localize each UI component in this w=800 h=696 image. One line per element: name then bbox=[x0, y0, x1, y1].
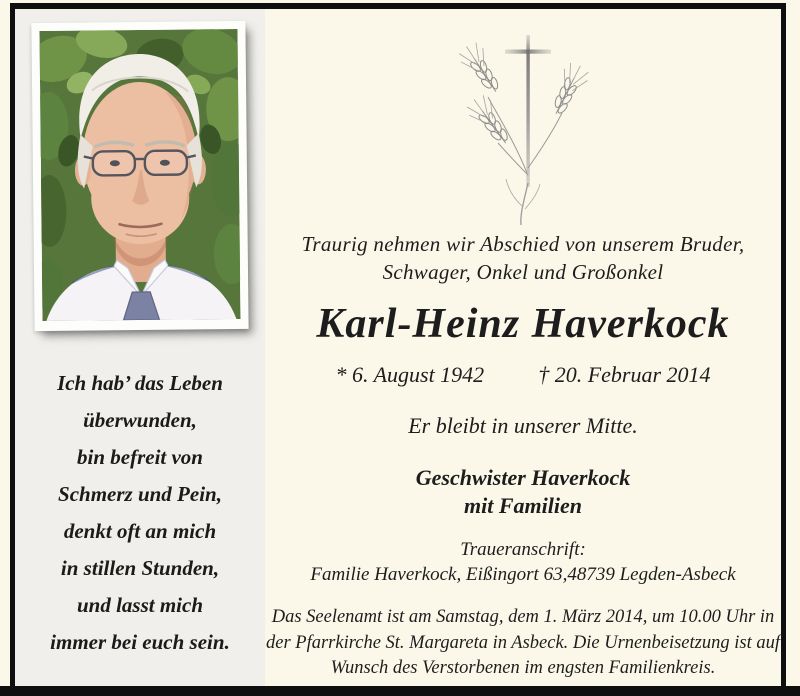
service-line: Wunsch des Verstorbenen im engsten Familienkreis. bbox=[330, 658, 716, 678]
mourning-address bbox=[265, 537, 781, 587]
epitaph-text: Er bleibt in unserer Mitte. bbox=[408, 413, 638, 438]
right-panel bbox=[265, 9, 781, 686]
left-panel bbox=[15, 9, 265, 686]
mourning-address-value: Familie Haverkock, Eißingort 63,48739 Legden-Asbeck bbox=[310, 564, 736, 585]
intro-line: Schwager, Onkel und Großonkel bbox=[382, 260, 664, 284]
life-dates bbox=[265, 362, 781, 388]
memorial-poem bbox=[15, 365, 265, 661]
mourners-line: mit Familien bbox=[464, 493, 582, 518]
service-line: Das Seelenamt ist am Samstag, dem 1. März 2014, um 10.00 Uhr in bbox=[271, 607, 775, 627]
poem-line: in stillen Stunden, bbox=[60, 556, 220, 580]
poem-line: und lasst mich bbox=[76, 593, 204, 617]
bottom-divider-bar bbox=[0, 686, 800, 696]
mourners-line: Geschwister Haverkock bbox=[415, 465, 631, 490]
wheat-ear-icon bbox=[456, 39, 507, 98]
service-line: der Pfarrkirche St. Margareta in Asbeck. Die Urnenbeisetzung ist auf bbox=[266, 632, 780, 653]
deceased-name: Karl-Heinz Haverkock bbox=[316, 301, 730, 347]
notice-frame bbox=[10, 3, 786, 686]
poem-line: Schmerz und Pein, bbox=[58, 482, 222, 506]
service-info bbox=[265, 605, 781, 682]
poem-line: immer bei euch sein. bbox=[50, 630, 230, 654]
wheat-ear-icon bbox=[544, 60, 592, 120]
intro-line: Traurig nehmen wir Abschied von unserem Bruder, bbox=[301, 232, 745, 256]
poem-line: Ich hab’ das Leben bbox=[57, 371, 223, 395]
portrait-photo bbox=[39, 29, 240, 321]
intro-text bbox=[265, 230, 781, 286]
mourning-address-label: Traueranschrift: bbox=[460, 539, 586, 560]
cross-and-wheat-icon bbox=[428, 23, 618, 233]
cross-icon bbox=[526, 35, 529, 187]
mourners-text bbox=[265, 464, 781, 520]
wheat-stems bbox=[488, 97, 562, 225]
poem-line: bin befreit von bbox=[77, 445, 203, 469]
poem-line: denkt oft an mich bbox=[63, 519, 217, 543]
birth-date: * 6. August 1942 bbox=[335, 362, 485, 387]
death-date: † 20. Februar 2014 bbox=[538, 362, 711, 387]
poem-line: überwunden, bbox=[83, 408, 197, 432]
portrait-photo-frame bbox=[31, 21, 248, 331]
